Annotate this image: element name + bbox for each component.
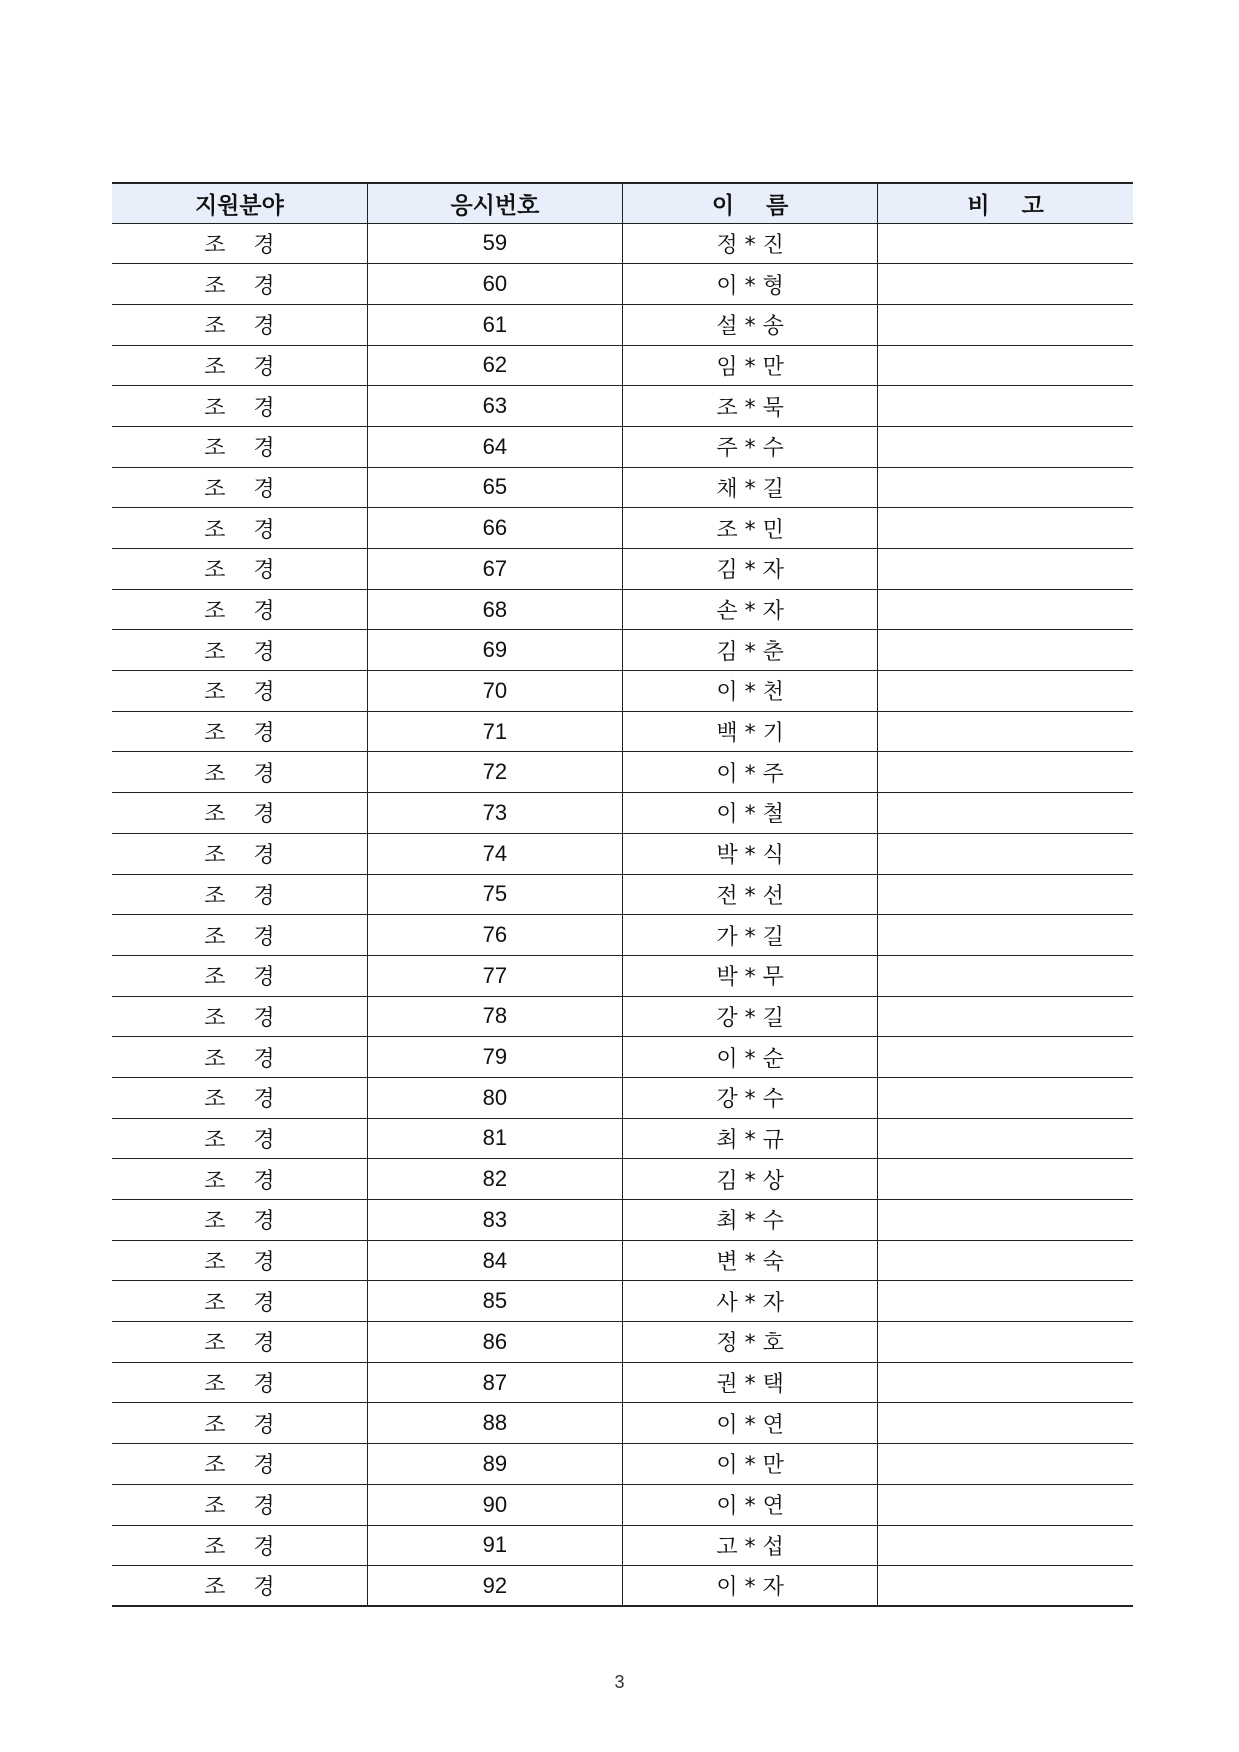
number-cell: 77 xyxy=(367,955,622,996)
note-cell xyxy=(878,630,1133,671)
table-row xyxy=(112,711,1133,752)
name-cell: 최 * 규 xyxy=(623,1118,878,1159)
name-cell: 이 * 자 xyxy=(623,1566,878,1607)
number-cell: 76 xyxy=(367,915,622,956)
note-cell xyxy=(878,915,1133,956)
number-cell: 90 xyxy=(367,1484,622,1525)
number-cell: 62 xyxy=(367,345,622,386)
name-cell: 이 * 천 xyxy=(623,671,878,712)
name-cell: 조 * 민 xyxy=(623,508,878,549)
field-cell: 조 경 xyxy=(112,223,367,264)
table-row xyxy=(112,671,1133,712)
table-row xyxy=(112,1362,1133,1403)
name-cell: 설 * 송 xyxy=(623,304,878,345)
field-cell: 조 경 xyxy=(112,1322,367,1363)
field-cell: 조 경 xyxy=(112,1118,367,1159)
name-cell: 이 * 주 xyxy=(623,752,878,793)
number-cell: 87 xyxy=(367,1362,622,1403)
field-cell: 조 경 xyxy=(112,467,367,508)
note-cell xyxy=(878,1077,1133,1118)
field-cell: 조 경 xyxy=(112,711,367,752)
field-cell: 조 경 xyxy=(112,1403,367,1444)
note-cell xyxy=(878,1240,1133,1281)
note-cell xyxy=(878,467,1133,508)
note-cell xyxy=(878,304,1133,345)
note-cell xyxy=(878,1118,1133,1159)
name-cell: 이 * 형 xyxy=(623,264,878,305)
note-cell xyxy=(878,589,1133,630)
table-row xyxy=(112,1118,1133,1159)
name-cell: 강 * 길 xyxy=(623,996,878,1037)
field-cell: 조 경 xyxy=(112,508,367,549)
name-cell: 고 * 섭 xyxy=(623,1525,878,1566)
field-cell: 조 경 xyxy=(112,1159,367,1200)
note-cell xyxy=(878,386,1133,427)
note-cell xyxy=(878,1362,1133,1403)
note-cell xyxy=(878,1525,1133,1566)
field-cell: 조 경 xyxy=(112,1240,367,1281)
table-row xyxy=(112,589,1133,630)
field-cell: 조 경 xyxy=(112,345,367,386)
field-cell: 조 경 xyxy=(112,386,367,427)
table-row xyxy=(112,345,1133,386)
table-row xyxy=(112,1037,1133,1078)
number-cell: 75 xyxy=(367,874,622,915)
name-cell: 정 * 호 xyxy=(623,1322,878,1363)
field-cell: 조 경 xyxy=(112,549,367,590)
note-cell xyxy=(878,1037,1133,1078)
field-cell: 조 경 xyxy=(112,1484,367,1525)
table-row xyxy=(112,386,1133,427)
field-cell: 조 경 xyxy=(112,1077,367,1118)
table-row xyxy=(112,508,1133,549)
field-cell: 조 경 xyxy=(112,1200,367,1241)
table-row xyxy=(112,223,1133,264)
field-cell: 조 경 xyxy=(112,264,367,305)
note-cell xyxy=(878,711,1133,752)
number-cell: 73 xyxy=(367,793,622,834)
note-cell xyxy=(878,549,1133,590)
name-cell: 정 * 진 xyxy=(623,223,878,264)
number-cell: 91 xyxy=(367,1525,622,1566)
table-row xyxy=(112,793,1133,834)
number-cell: 92 xyxy=(367,1566,622,1607)
table-row xyxy=(112,264,1133,305)
field-cell: 조 경 xyxy=(112,426,367,467)
note-cell xyxy=(878,223,1133,264)
number-cell: 80 xyxy=(367,1077,622,1118)
name-cell: 권 * 택 xyxy=(623,1362,878,1403)
name-cell: 손 * 자 xyxy=(623,589,878,630)
applicant-table xyxy=(112,182,1133,1607)
name-cell: 이 * 만 xyxy=(623,1444,878,1485)
table-row xyxy=(112,955,1133,996)
table-row xyxy=(112,874,1133,915)
note-cell xyxy=(878,1200,1133,1241)
table-row xyxy=(112,304,1133,345)
name-cell: 사 * 자 xyxy=(623,1281,878,1322)
note-cell xyxy=(878,833,1133,874)
header-note: 비 고 xyxy=(878,183,1133,223)
field-cell: 조 경 xyxy=(112,915,367,956)
note-cell xyxy=(878,874,1133,915)
number-cell: 79 xyxy=(367,1037,622,1078)
note-cell xyxy=(878,1403,1133,1444)
page-number: 3 xyxy=(614,1672,625,1692)
field-cell: 조 경 xyxy=(112,671,367,712)
name-cell: 백 * 기 xyxy=(623,711,878,752)
table-row xyxy=(112,1484,1133,1525)
name-cell: 이 * 철 xyxy=(623,793,878,834)
number-cell: 81 xyxy=(367,1118,622,1159)
note-cell xyxy=(878,1159,1133,1200)
note-cell xyxy=(878,955,1133,996)
note-cell xyxy=(878,996,1133,1037)
name-cell: 조 * 묵 xyxy=(623,386,878,427)
name-cell: 이 * 순 xyxy=(623,1037,878,1078)
header-number: 응시번호 xyxy=(367,183,622,223)
number-cell: 61 xyxy=(367,304,622,345)
field-cell: 조 경 xyxy=(112,955,367,996)
name-cell: 변 * 숙 xyxy=(623,1240,878,1281)
name-cell: 김 * 상 xyxy=(623,1159,878,1200)
table-row xyxy=(112,1525,1133,1566)
table-row xyxy=(112,752,1133,793)
note-cell xyxy=(878,671,1133,712)
field-cell: 조 경 xyxy=(112,833,367,874)
field-cell: 조 경 xyxy=(112,1444,367,1485)
field-cell: 조 경 xyxy=(112,1566,367,1607)
number-cell: 72 xyxy=(367,752,622,793)
table-header xyxy=(112,183,1133,223)
note-cell xyxy=(878,1281,1133,1322)
name-cell: 박 * 무 xyxy=(623,955,878,996)
name-cell: 강 * 수 xyxy=(623,1077,878,1118)
field-cell: 조 경 xyxy=(112,996,367,1037)
table-row xyxy=(112,1200,1133,1241)
name-cell: 임 * 만 xyxy=(623,345,878,386)
note-cell xyxy=(878,1444,1133,1485)
note-cell xyxy=(878,752,1133,793)
number-cell: 78 xyxy=(367,996,622,1037)
field-cell: 조 경 xyxy=(112,630,367,671)
table-row xyxy=(112,426,1133,467)
field-cell: 조 경 xyxy=(112,1362,367,1403)
field-cell: 조 경 xyxy=(112,589,367,630)
number-cell: 84 xyxy=(367,1240,622,1281)
table-row xyxy=(112,1566,1133,1607)
field-cell: 조 경 xyxy=(112,874,367,915)
field-cell: 조 경 xyxy=(112,752,367,793)
number-cell: 86 xyxy=(367,1322,622,1363)
note-cell xyxy=(878,345,1133,386)
table-body xyxy=(112,223,1133,1606)
name-cell: 이 * 연 xyxy=(623,1484,878,1525)
field-cell: 조 경 xyxy=(112,1037,367,1078)
field-cell: 조 경 xyxy=(112,1525,367,1566)
name-cell: 주 * 수 xyxy=(623,426,878,467)
table-row xyxy=(112,996,1133,1037)
table-row xyxy=(112,549,1133,590)
header-field: 지원분야 xyxy=(112,183,367,223)
number-cell: 66 xyxy=(367,508,622,549)
table-row xyxy=(112,915,1133,956)
number-cell: 85 xyxy=(367,1281,622,1322)
note-cell xyxy=(878,793,1133,834)
table-row xyxy=(112,630,1133,671)
number-cell: 60 xyxy=(367,264,622,305)
field-cell: 조 경 xyxy=(112,793,367,834)
number-cell: 82 xyxy=(367,1159,622,1200)
field-cell: 조 경 xyxy=(112,1281,367,1322)
number-cell: 67 xyxy=(367,549,622,590)
field-cell: 조 경 xyxy=(112,304,367,345)
number-cell: 69 xyxy=(367,630,622,671)
note-cell xyxy=(878,508,1133,549)
number-cell: 68 xyxy=(367,589,622,630)
name-cell: 김 * 춘 xyxy=(623,630,878,671)
name-cell: 박 * 식 xyxy=(623,833,878,874)
note-cell xyxy=(878,1484,1133,1525)
number-cell: 64 xyxy=(367,426,622,467)
name-cell: 이 * 연 xyxy=(623,1403,878,1444)
header-name: 이 름 xyxy=(623,183,878,223)
note-cell xyxy=(878,1566,1133,1607)
number-cell: 65 xyxy=(367,467,622,508)
number-cell: 59 xyxy=(367,223,622,264)
number-cell: 70 xyxy=(367,671,622,712)
number-cell: 89 xyxy=(367,1444,622,1485)
note-cell xyxy=(878,264,1133,305)
name-cell: 채 * 길 xyxy=(623,467,878,508)
note-cell xyxy=(878,426,1133,467)
name-cell: 김 * 자 xyxy=(623,549,878,590)
note-cell xyxy=(878,1322,1133,1363)
number-cell: 63 xyxy=(367,386,622,427)
name-cell: 가 * 길 xyxy=(623,915,878,956)
number-cell: 83 xyxy=(367,1200,622,1241)
number-cell: 88 xyxy=(367,1403,622,1444)
table-row xyxy=(112,1403,1133,1444)
table-row xyxy=(112,833,1133,874)
table-row xyxy=(112,1444,1133,1485)
table-row xyxy=(112,1159,1133,1200)
table-row xyxy=(112,1077,1133,1118)
table-row xyxy=(112,1322,1133,1363)
number-cell: 74 xyxy=(367,833,622,874)
number-cell: 71 xyxy=(367,711,622,752)
name-cell: 전 * 선 xyxy=(623,874,878,915)
header-row xyxy=(112,183,1133,223)
table-row xyxy=(112,1240,1133,1281)
name-cell: 최 * 수 xyxy=(623,1200,878,1241)
table-row xyxy=(112,467,1133,508)
table-row xyxy=(112,1281,1133,1322)
